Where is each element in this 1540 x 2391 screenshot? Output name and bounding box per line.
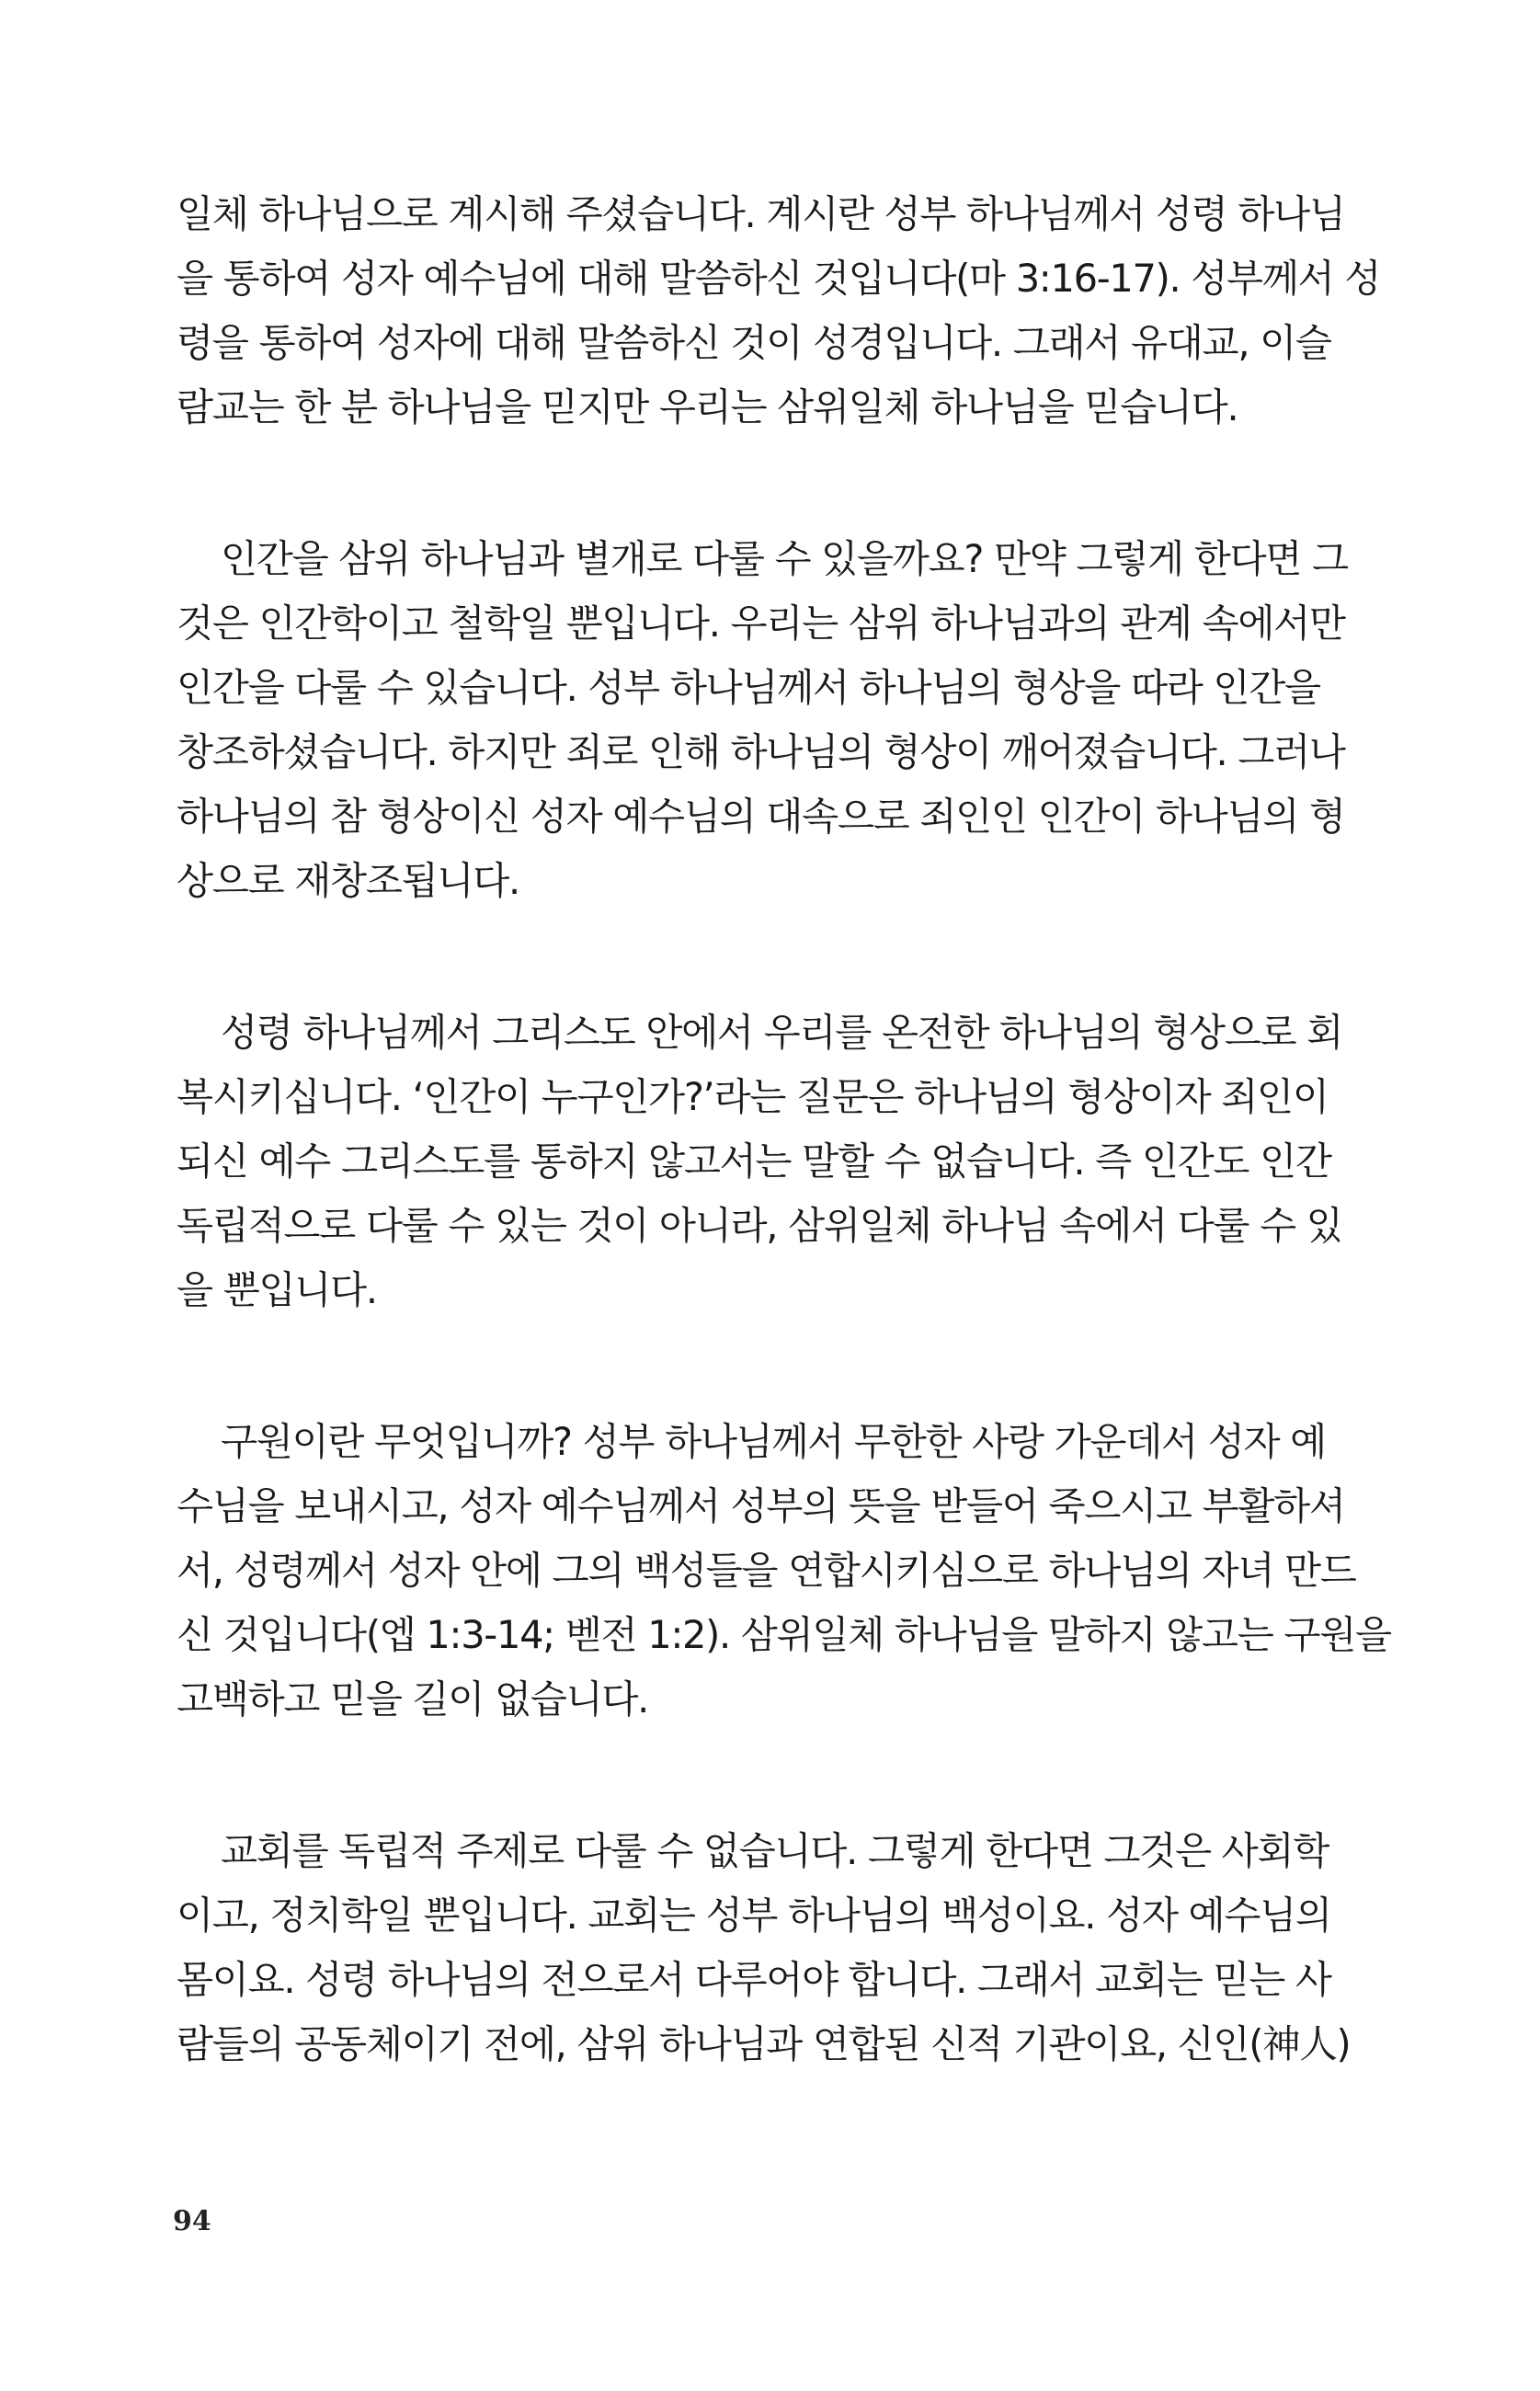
text-line: 을 통하여 성자 예수님에 대해 말씀하신 것입니다(마 3:16-17). 성부께서 성 — [177, 256, 1381, 301]
text-line: 독립적으로 다룰 수 있는 것이 아니라, 삼위일체 하나님 속에서 다룰 수 있 — [177, 1203, 1342, 1248]
paragraph-5 — [177, 1819, 1351, 2076]
text-line: 인간을 삼위 하나님과 별개로 다룰 수 있을까요? 만약 그렇게 한다면 그 — [221, 536, 1348, 581]
page-number: 94 — [173, 2205, 211, 2237]
text-line: 수님을 보내시고, 성자 예수님께서 성부의 뜻을 받들어 죽으시고 부활하셔 — [177, 1483, 1345, 1528]
text-line: 이고, 정치학일 뿐입니다. 교회는 성부 하나님의 백성이요. 성자 예수님의 — [177, 1893, 1331, 1938]
text-line: 교회를 독립적 주제로 다룰 수 없습니다. 그렇게 한다면 그것은 사회학 — [221, 1828, 1329, 1873]
text-line: 일체 하나님으로 계시해 주셨습니다. 계시란 성부 하나님께서 성령 하나님 — [177, 191, 1345, 236]
text-line: 몸이요. 성령 하나님의 전으로서 다루어야 합니다. 그래서 교회는 믿는 사 — [177, 1957, 1331, 2002]
text-line: 서, 성령께서 성자 안에 그의 백성들을 연합시키심으로 하나님의 자녀 만드 — [177, 1548, 1356, 1593]
text-line: 을 뿐입니다. — [177, 1267, 377, 1312]
text-line: 성령 하나님께서 그리스도 안에서 우리를 온전한 하나님의 형상으로 회 — [221, 1010, 1343, 1055]
body-text — [177, 182, 1391, 2164]
text-line: 구원이란 무엇입니까? 성부 하나님께서 무한한 사랑 가운데서 성자 예 — [221, 1419, 1326, 1464]
paragraph-4 — [177, 1410, 1391, 1732]
text-line: 람교는 한 분 하나님을 믿지만 우리는 삼위일체 하나님을 믿습니다. — [177, 384, 1238, 429]
text-line: 창조하셨습니다. 하지만 죄로 인해 하나님의 형상이 깨어졌습니다. 그러나 — [177, 729, 1345, 774]
text-line: 람들의 공동체이기 전에, 삼위 하나님과 연합된 신적 기관이요, 신인(神人) — [177, 2021, 1351, 2066]
text-line: 상으로 재창조됩니다. — [177, 858, 519, 903]
paragraph-1 — [177, 182, 1381, 440]
text-line: 고백하고 믿을 길이 없습니다. — [177, 1676, 649, 1722]
text-line: 되신 예수 그리스도를 통하지 않고서는 말할 수 없습니다. 즉 인간도 인간 — [177, 1138, 1331, 1184]
paragraph-2 — [177, 527, 1348, 913]
text-line: 복시키십니다. ‘인간이 누구인가?’라는 질문은 하나님의 형상이자 죄인이 — [177, 1074, 1329, 1119]
text-line: 인간을 다룰 수 있습니다. 성부 하나님께서 하나님의 형상을 따라 인간을 — [177, 665, 1320, 710]
paragraph-3 — [177, 1001, 1343, 1322]
text-line: 신 것입니다(엡 1:3-14; 벧전 1:2). 삼위일체 하나님을 말하지 않고는 구원을 — [177, 1612, 1391, 1657]
text-line: 것은 인간학이고 철학일 뿐입니다. 우리는 삼위 하나님과의 관계 속에서만 — [177, 601, 1345, 646]
text-line: 령을 통하여 성자에 대해 말씀하신 것이 성경입니다. 그래서 유대교, 이슬 — [177, 320, 1331, 365]
text-line: 하나님의 참 형상이신 성자 예수님의 대속으로 죄인인 인간이 하나님의 형 — [177, 794, 1345, 839]
